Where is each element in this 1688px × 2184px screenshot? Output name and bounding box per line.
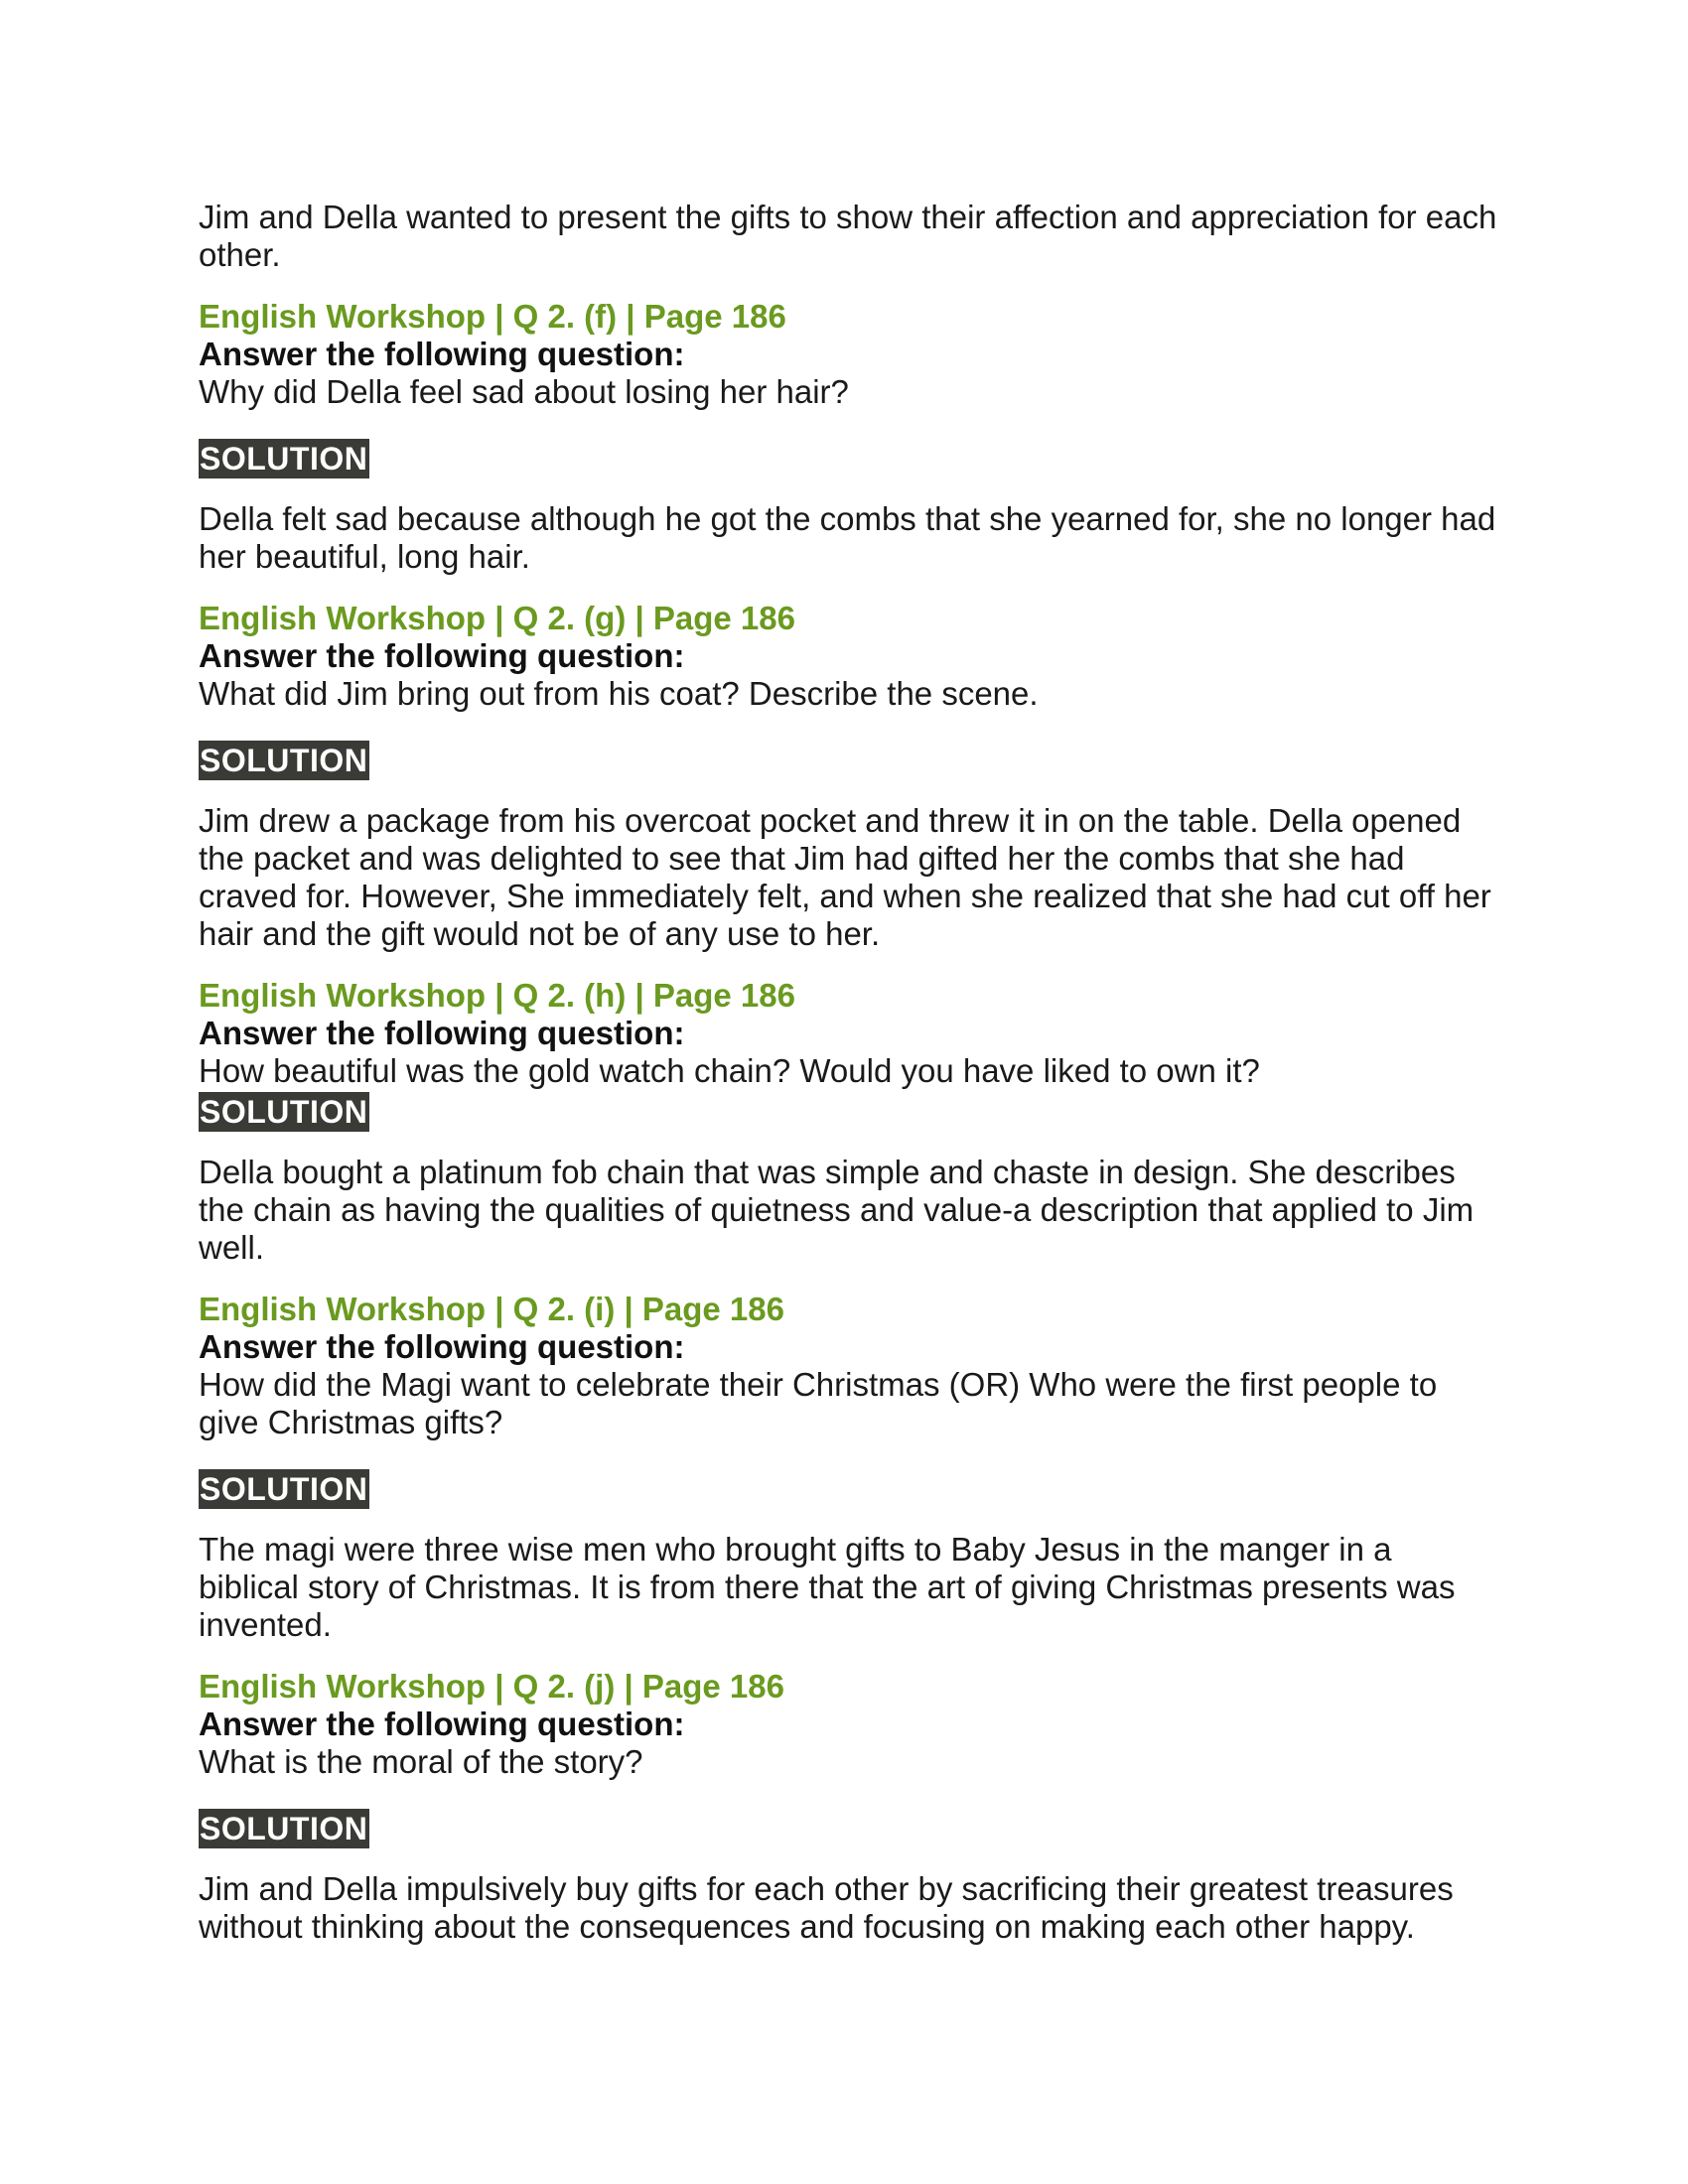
question-heading: English Workshop | Q 2. (g) | Page 186 [199,600,795,636]
solution-label: SOLUTION [200,1811,368,1846]
question-text: How beautiful was the gold watch chain? Would you have liked to own it? [199,1052,1260,1089]
solution-label-wrap [199,1092,1499,1132]
question-prompt: Answer the following question: [199,1706,685,1742]
answer-text: Jim drew a package from his overcoat pocket and threw it in on the table. Della opened the packet and was delighted to see that Jim had gifted her the combs that she had craved for. However, She immediately felt, and when she realized that she had cut off her hair and the gift would not be of any use to her. [199,802,1491,952]
solution-label-wrap [199,741,1499,780]
question-text: How did the Magi want to celebrate their Christmas (OR) Who were the first people to give Christmas gifts? [199,1366,1438,1440]
question-block-j [199,1668,1499,1946]
question-block-g [199,600,1499,953]
question-block-f [199,298,1499,576]
question-text: What is the moral of the story? [199,1743,643,1780]
solution-label: SOLUTION [200,1471,368,1507]
solution-label-wrap [199,439,1499,478]
question-prompt: Answer the following question: [199,336,685,372]
document-page [199,199,1499,1970]
solution-label-wrap [199,1809,1499,1848]
intro-paragraph: Jim and Della wanted to present the gifts to show their affection and appreciation for each other. [199,199,1497,273]
question-heading: English Workshop | Q 2. (f) | Page 186 [199,298,786,335]
question-heading: English Workshop | Q 2. (j) | Page 186 [199,1668,784,1705]
answer-text: Della bought a platinum fob chain that was simple and chaste in design. She describes the chain as having the qualities of quietness and value-a description that applied to Jim well. [199,1154,1475,1266]
solution-label-wrap [199,1469,1499,1509]
solution-label: SOLUTION [200,1094,368,1130]
question-block-i [199,1291,1499,1644]
question-prompt: Answer the following question: [199,1328,685,1365]
question-block-h [199,977,1499,1267]
question-prompt: Answer the following question: [199,1015,685,1051]
solution-label: SOLUTION [200,743,368,778]
question-heading: English Workshop | Q 2. (h) | Page 186 [199,977,795,1014]
question-text: Why did Della feel sad about losing her hair? [199,373,849,410]
answer-text: The magi were three wise men who brought gifts to Baby Jesus in the manger in a biblical story of Christmas. It is from there that the art of giving Christmas presents was invented. [199,1531,1456,1643]
answer-text: Della felt sad because although he got the combs that she yearned for, she no longer had her beautiful, long hair. [199,500,1496,575]
question-text: What did Jim bring out from his coat? Describe the scene. [199,675,1039,712]
question-prompt: Answer the following question: [199,637,685,674]
solution-label: SOLUTION [200,441,368,477]
answer-text: Jim and Della impulsively buy gifts for each other by sacrificing their greatest treasures without thinking about the consequences and focusing on making each other happy. [199,1870,1454,1945]
question-heading: English Workshop | Q 2. (i) | Page 186 [199,1291,784,1327]
